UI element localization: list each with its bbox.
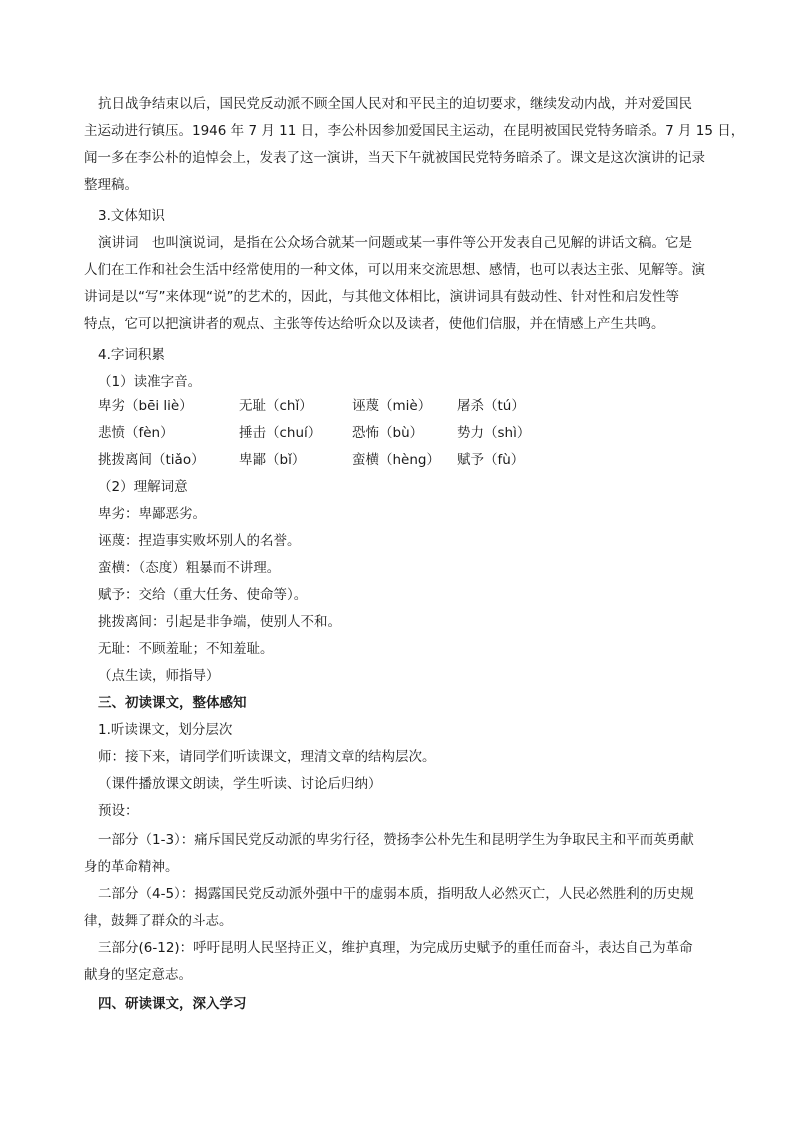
structure-part-line: 献身的坚定意志。 xyxy=(84,967,192,983)
vocab-item: 蛮横（hèng） xyxy=(352,452,440,468)
definition-line: 诬蔑：捏造事实败坏别人的名誉。 xyxy=(98,533,301,549)
vocab-item: 挑拨离间（tiǎo） xyxy=(98,452,205,468)
note-line: （课件播放课文朗读，学生听读、讨论后归纳） xyxy=(98,776,382,792)
structure-part-line: 一部分（1-3）：痛斥国民党反动派的卑劣行径，赞扬李公朴先生和昆明学生为争取民主和平而英勇献 xyxy=(98,832,694,848)
section-heading: 四、研读课文，深入学习 xyxy=(98,996,247,1012)
vocab-item: 卑劣（bēi liè） xyxy=(98,398,193,414)
section-heading: 三、初读课文，整体感知 xyxy=(98,695,247,711)
note-line: （点生读，师指导） xyxy=(98,668,220,684)
definition-line: 无耻：不顾羞耻；不知羞耻。 xyxy=(98,641,274,657)
body-text-line: 抗日战争结束以后，国民党反动派不顾全国人民对和平民主的迫切要求，继续发动内战，并对爱国民 xyxy=(98,96,692,112)
body-text-line: 演讲词 也叫演说词，是指在公众场合就某一问题或某一事件等公开发表自己见解的讲话文稿。它是 xyxy=(98,235,692,251)
structure-part-line: 律，鼓舞了群众的斗志。 xyxy=(84,913,233,929)
teacher-line: 师：接下来，请同学们听读课文，理清文章的结构层次。 xyxy=(98,749,436,765)
vocab-item: 赋予（fù） xyxy=(457,452,525,468)
structure-part-line: 三部分(6-12)：呼吁昆明人民坚持正义，维护真理，为完成历史赋予的重任而奋斗，表达自己为革命 xyxy=(98,940,693,956)
body-text-line: 讲词是以“写”来体现“说”的艺术的，因此，与其他文体相比，演讲词具有鼓动性、针对性和启发性等 xyxy=(84,289,679,305)
body-text-line: 闻一多在李公朴的追悼会上，发表了这一演讲，当天下午就被国民党特务暗杀了。课文是这次演讲的记录 xyxy=(84,150,705,166)
vocab-item: 恐怖（bù） xyxy=(352,425,424,441)
vocab-item: 悲愤（fèn） xyxy=(98,425,174,441)
body-text-line: 特点，它可以把演讲者的观点、主张等传达给听众以及读者，使他们信服，并在情感上产生共鸣。 xyxy=(84,316,665,332)
structure-part-line: 二部分（4-5）：揭露国民党反动派外强中干的虚弱本质，指明敌人必然灭亡，人民必然胜利的历史规 xyxy=(98,886,694,902)
vocab-item: 捶击（chuí） xyxy=(239,425,322,441)
definition-line: 蛮横：（态度）粗暴而不讲理。 xyxy=(98,560,281,576)
preset-label: 预设： xyxy=(98,803,139,819)
section-heading: 4.字词积累 xyxy=(98,347,165,363)
body-text-line: 人们在工作和社会生活中经常使用的一种文体，可以用来交流思想、感情，也可以表达主张、见解等。演 xyxy=(84,262,705,278)
body-text-line: 整理稿。 xyxy=(84,177,138,193)
structure-part-line: 身的革命精神。 xyxy=(84,859,179,875)
definition-line: 赋予：交给（重大任务、使命等）。 xyxy=(98,587,308,603)
sub-heading: （1）读准字音。 xyxy=(98,374,202,390)
definition-line: 卑劣：卑鄙恶劣。 xyxy=(98,506,206,522)
vocab-item: 诬蔑（miè） xyxy=(352,398,432,414)
body-text-line: 主运动进行镇压。1946 年 7 月 11 日，李公朴因参加爱国民主运动，在昆明被国民党特务暗杀。7 月 15 日， xyxy=(84,123,745,139)
vocab-item: 卑鄙（bǐ） xyxy=(239,452,306,468)
sub-heading: 1.听读课文，划分层次 xyxy=(98,722,233,738)
vocab-item: 屠杀（tú） xyxy=(457,398,525,414)
vocab-item: 无耻（chǐ） xyxy=(239,398,313,414)
definition-line: 挑拨离间：引起是非争端，使别人不和。 xyxy=(98,614,341,630)
vocab-item: 势力（shì） xyxy=(457,425,531,441)
sub-heading: （2）理解词意 xyxy=(98,479,188,495)
section-heading: 3.文体知识 xyxy=(98,208,165,224)
